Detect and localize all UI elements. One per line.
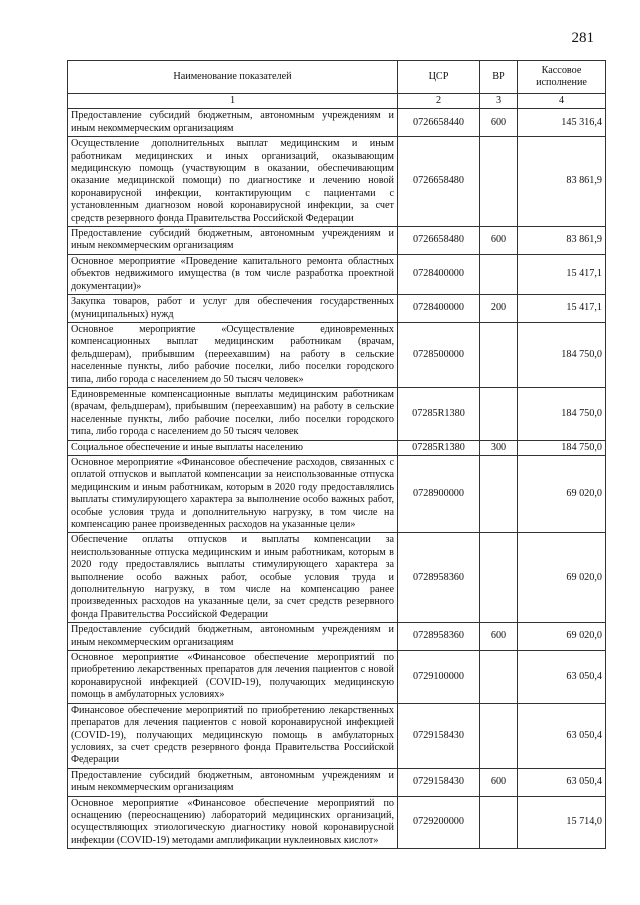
row-sum: 83 861,9 — [518, 227, 606, 255]
row-vr: 600 — [480, 768, 518, 796]
table-row — [68, 109, 606, 137]
row-sum: 145 316,4 — [518, 109, 606, 137]
table-row — [68, 768, 606, 796]
column-number: 4 — [518, 94, 606, 109]
table-row — [68, 387, 606, 440]
row-vr: 600 — [480, 623, 518, 651]
row-vr: 600 — [480, 227, 518, 255]
header-csr: ЦСР — [398, 61, 480, 94]
row-csr: 0728500000 — [398, 322, 480, 387]
header-sum: Кассовое исполнение — [518, 61, 606, 94]
row-vr — [480, 455, 518, 532]
row-csr: 0728400000 — [398, 254, 480, 294]
table-row — [68, 455, 606, 532]
row-csr: 0729158430 — [398, 768, 480, 796]
row-vr: 200 — [480, 295, 518, 323]
table-row — [68, 796, 606, 849]
row-name: Предоставление субсидий бюджетным, автономным учреждениям и иным некоммерческим организациям — [68, 109, 398, 137]
row-sum: 15 714,0 — [518, 796, 606, 849]
row-sum: 69 020,0 — [518, 623, 606, 651]
row-csr: 0728958360 — [398, 533, 480, 623]
row-vr — [480, 703, 518, 768]
row-name: Единовременные компенсационные выплаты медицинским работникам (врачам, фельдшерам), прибывшим (переехавшим) на работу в сельские населенные пункты, либо рабочие поселки, либо поселки городского типа, либо города с населением до 50 тысяч человек — [68, 387, 398, 440]
table-row — [68, 703, 606, 768]
row-name: Основное мероприятие «Финансовое обеспечение мероприятий по приобретению лекарственных препаратов для лечения пациентов с новой коронавирусной инфекцией (COVID-19), получающих медицинскую помощь в амбулаторных условиях» — [68, 651, 398, 704]
column-number-row — [68, 94, 606, 109]
row-csr: 0728900000 — [398, 455, 480, 532]
row-csr: 0728400000 — [398, 295, 480, 323]
row-sum: 83 861,9 — [518, 137, 606, 227]
row-name: Закупка товаров, работ и услуг для обеспечения государственных (муниципальных) нужд — [68, 295, 398, 323]
row-csr: 0729200000 — [398, 796, 480, 849]
row-sum: 184 750,0 — [518, 440, 606, 455]
table-row — [68, 533, 606, 623]
row-sum: 63 050,4 — [518, 703, 606, 768]
table-row — [68, 322, 606, 387]
row-sum: 184 750,0 — [518, 387, 606, 440]
budget-execution-table — [67, 60, 606, 849]
row-name: Социальное обеспечение и иные выплаты населению — [68, 440, 398, 455]
row-vr — [480, 387, 518, 440]
row-sum: 15 417,1 — [518, 254, 606, 294]
row-name: Финансовое обеспечение мероприятий по приобретению лекарственных препаратов для лечения пациентов с новой коронавирусной инфекцией (COVID-19), получающих медицинскую помощь в амбулаторных условиях, за счет средств резервного фонда Правительства Российской Федерации — [68, 703, 398, 768]
row-csr: 0726658480 — [398, 137, 480, 227]
row-name: Предоставление субсидий бюджетным, автономным учреждениям и иным некоммерческим организациям — [68, 227, 398, 255]
row-sum: 63 050,4 — [518, 768, 606, 796]
row-sum: 15 417,1 — [518, 295, 606, 323]
row-csr: 0729158430 — [398, 703, 480, 768]
row-name: Осуществление дополнительных выплат медицинским и иным работникам медицинских и иных организаций, оказывающим медицинскую помощь (участвующим в оказании, обеспечивающим оказание медицинской помощи) по диагностике и лечению новой коронавирусной инфекции, контактирующим с пациентами с установленным диагнозом новой коронавирусной инфекции, за счет средств резервного фонда Правительства Российской Федерации — [68, 137, 398, 227]
row-vr — [480, 651, 518, 704]
row-sum: 63 050,4 — [518, 651, 606, 704]
row-csr: 0726658440 — [398, 109, 480, 137]
row-name: Предоставление субсидий бюджетным, автономным учреждениям и иным некоммерческим организациям — [68, 768, 398, 796]
table-row — [68, 623, 606, 651]
row-name: Основное мероприятие «Проведение капитального ремонта областных объектов недвижимого имущества (в том числе разработка проектной документации)» — [68, 254, 398, 294]
row-vr — [480, 322, 518, 387]
row-vr — [480, 254, 518, 294]
row-csr: 0729100000 — [398, 651, 480, 704]
row-vr — [480, 796, 518, 849]
row-vr — [480, 533, 518, 623]
page-number: 281 — [571, 30, 594, 46]
table-header-row — [68, 61, 606, 94]
table-row — [68, 440, 606, 455]
header-name: Наименование показателей — [68, 61, 398, 94]
row-name: Предоставление субсидий бюджетным, автономным учреждениям и иным некоммерческим организациям — [68, 623, 398, 651]
row-csr: 07285R1380 — [398, 387, 480, 440]
table-row — [68, 227, 606, 255]
row-csr: 07285R1380 — [398, 440, 480, 455]
row-sum: 69 020,0 — [518, 455, 606, 532]
row-csr: 0726658480 — [398, 227, 480, 255]
table-row — [68, 651, 606, 704]
row-vr: 600 — [480, 109, 518, 137]
header-vr: ВР — [480, 61, 518, 94]
row-sum: 184 750,0 — [518, 322, 606, 387]
row-name: Обеспечение оплаты отпусков и выплаты компенсации за неиспользованные отпуска медицинским и иным работникам, которым в 2020 году предоставлялись выплаты стимулирующего характера за выполнение особо важных работ, особые условия труда и дополнительную нагрузку, в том числе на компенсацию ранее произведенных расходов на указанные цели, за счет средств резервного фонда Правительства Российской Федерации — [68, 533, 398, 623]
table-row — [68, 254, 606, 294]
row-name: Основное мероприятие «Осуществление единовременных компенсационных выплат медицинским работникам (врачам, фельдшерам), прибывшим (переехавшим) на работу в сельские населенные пункты, либо рабочие поселки, либо поселки городского типа, либо города с населением до 50 тысяч человек» — [68, 322, 398, 387]
row-name: Основное мероприятие «Финансовое обеспечение мероприятий по оснащению (переоснащению) лабораторий медицинских организаций, осуществляющих этиологическую диагностику новой коронавирусной инфекции (COVID-19) методами амплификации нуклеиновых кислот» — [68, 796, 398, 849]
column-number: 3 — [480, 94, 518, 109]
row-vr — [480, 137, 518, 227]
column-number: 2 — [398, 94, 480, 109]
table-row — [68, 137, 606, 227]
row-vr: 300 — [480, 440, 518, 455]
table-row — [68, 295, 606, 323]
row-csr: 0728958360 — [398, 623, 480, 651]
column-number: 1 — [68, 94, 398, 109]
row-name: Основное мероприятие «Финансовое обеспечение расходов, связанных с оплатой отпусков и выплатой компенсации за неиспользованные отпуска медицинским и иным работникам, которым в 2020 году предоставлялись выплаты стимулирующего характера за выполнение особо важных работ, особые условия труда и дополнительную нагрузку, в том числе на компенсацию ранее произведенных расходов на указанные цели» — [68, 455, 398, 532]
row-sum: 69 020,0 — [518, 533, 606, 623]
